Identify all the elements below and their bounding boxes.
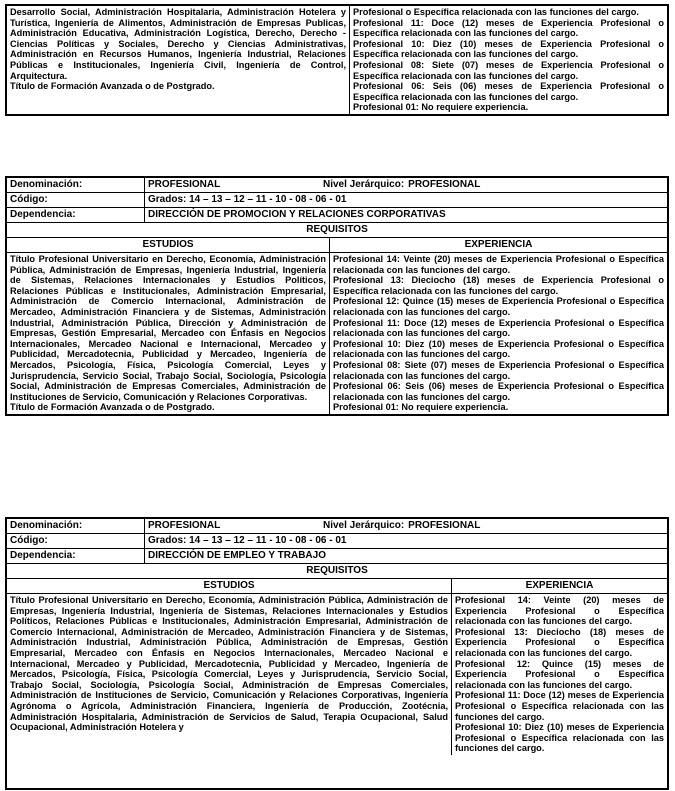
experiencia-line: Profesional 01: No requiere experiencia. xyxy=(333,402,509,413)
denominacion-text: PROFESIONAL xyxy=(148,520,221,531)
job-table-promocion xyxy=(5,176,669,416)
top-exp-line: Profesional 10: Diez (10) meses de Experiencia Profesional o Específica relacionada con las funciones del cargo. xyxy=(353,38,664,60)
experiencia-line: Profesional 06: Seis (06) meses de Experiencia Profesional o Específica relacionada con las funciones del cargo. xyxy=(333,381,664,402)
denominacion-row xyxy=(7,519,667,534)
experiencia-line: Profesional 14: Veinte (20) meses de Experiencia Profesional o Específica relacionada con las funciones del cargo. xyxy=(333,254,664,275)
nivel-label: Nivel Jerárquico: xyxy=(323,520,405,531)
experiencia-cell xyxy=(452,594,667,755)
top-estudios-text: Desarrollo Social, Administración Hospitalaria, Administración Hotelera y Turística, Ingeniería de Alimentos, Administración de Empresas Publicas, Administración Educativa, Administración Logística, Derecho, Derecho - Ciencias Políticas y Sociales, Derecho y Ciencias Administrativas, Administración en Recursos Humanos, Ingeniería Industrial, Relaciones Públicas e Institucionales, Ingeniería Civil, Ingeniería de Control, Arquitectura. xyxy=(10,7,346,81)
content-row xyxy=(7,594,667,755)
experiencia-line: Profesional 12: Quince (15) meses de Experiencia Profesional o Específica relacionada con las funciones del cargo. xyxy=(333,296,664,317)
experiencia-line: Profesional 14: Veinte (20) meses de Experiencia Profesional o Específica relacionada con las funciones del cargo. xyxy=(455,595,664,627)
experiencia-line: Profesional 11: Doce (12) meses de Experiencia Profesional o Específica relacionada con las funciones del cargo. xyxy=(333,317,664,339)
denominacion-value xyxy=(145,178,667,192)
estudios-cell xyxy=(7,594,452,755)
postgrado-text: Título de Formación Avanzada o de Postgrado. xyxy=(10,402,215,413)
requisitos-header: REQUISITOS xyxy=(306,565,368,576)
columns-header-row xyxy=(7,579,667,594)
dependencia-value: DIRECCIÓN DE EMPLEO Y TRABAJO xyxy=(148,550,326,561)
requisitos-header: REQUISITOS xyxy=(306,224,368,235)
experiencia-line: Profesional 08: Siete (07) meses de Experiencia Profesional o Específica relacionada con las funciones del cargo. xyxy=(333,359,664,381)
nivel-value: PROFESIONAL xyxy=(408,179,481,190)
codigo-label: Código: xyxy=(7,534,145,548)
dependencia-label: Dependencia: xyxy=(7,549,145,563)
top-estudios-cell xyxy=(7,6,350,114)
nivel-label: Nivel Jerárquico: xyxy=(323,179,405,190)
top-experiencia-cell xyxy=(350,6,667,114)
content-row xyxy=(7,253,667,414)
dependencia-row xyxy=(7,208,667,223)
codigo-value: Grados: 14 – 13 – 12 – 11 - 10 - 08 - 06 - 01 xyxy=(148,535,347,546)
top-exp-line: Profesional o Específica relacionada con las funciones del cargo. xyxy=(353,7,639,17)
dependencia-value: DIRECCIÓN DE PROMOCION Y RELACIONES CORPORATIVAS xyxy=(148,209,446,220)
experiencia-line: Profesional 12: Quince (15) meses de Experiencia Profesional o Específica relacionada con las funciones del cargo. xyxy=(455,658,664,690)
denominacion-label: Denominación: xyxy=(7,519,145,533)
top-exp-line: Profesional 01: No requiere experiencia. xyxy=(353,102,529,113)
dependencia-row xyxy=(7,549,667,564)
experiencia-header: EXPERIENCIA xyxy=(525,580,594,591)
experiencia-header: EXPERIENCIA xyxy=(464,239,533,250)
codigo-row xyxy=(7,534,667,549)
top-exp-line: Profesional 08: Siete (07) meses de Experiencia Profesional o Específica relacionada con las funciones del cargo. xyxy=(353,59,664,81)
nivel-value: PROFESIONAL xyxy=(408,520,481,531)
codigo-label: Código: xyxy=(7,193,145,207)
experiencia-cell xyxy=(330,253,667,414)
estudios-cell xyxy=(7,253,330,414)
estudios-header: ESTUDIOS xyxy=(7,579,452,593)
denominacion-text: PROFESIONAL xyxy=(148,179,221,190)
requisitos-row xyxy=(7,564,667,579)
codigo-value: Grados: 14 – 13 – 12 – 11 - 10 - 08 - 06 - 01 xyxy=(148,194,347,205)
top-row xyxy=(7,6,667,114)
columns-header-row xyxy=(7,238,667,253)
experiencia-line: Profesional 10: Diez (10) meses de Experiencia Profesional o Específica relacionada con las funciones del cargo. xyxy=(455,722,664,754)
estudios-text: Título Profesional Universitario en Derecho, Economía, Administración Pública, Administración de Empresas, Ingeniería Industrial, Ingeniería de Sistemas, Relaciones Internacionales y Estudios Políticos, Relaciones Públicas e Institucionales, Administración Empresarial, Administración de Comercio Internacional, Administración de Mercadeo, Administración Financiera y de Sistemas, Administración Industrial, Administración Pública, Dirección y Administración de Empresas, Gestión Empresarial, Mercadeo con Énfasis en Negocios Internacionales, Mercadeo Nacional e Internacional, Mercadeo y Publicidad, Mercadotecnia, Publicidad y Mercadeo, Ingeniería de Mercados, Psicología, Física, Psicología Comercial, Leyes y Jurisprudencia, Servicio Social, Trabajo Social, Sociología, Psicología Social, Administración de Empresas Comerciales, Administración de Instituciones de Servicio, Comunicación y Relaciones Corporativas. xyxy=(10,254,326,402)
experiencia-line: Profesional 13: Dieciocho (18) meses de Experiencia Profesional o Específica relacionada con las funciones del cargo. xyxy=(455,626,664,658)
job-table-empleo xyxy=(5,517,669,790)
experiencia-line: Profesional 11: Doce (12) meses de Experiencia Profesional o Específica relacionada con las funciones del cargo. xyxy=(455,690,664,722)
denominacion-label: Denominación: xyxy=(7,178,145,192)
top-requirements-table xyxy=(5,4,669,116)
denominacion-value xyxy=(145,519,667,533)
estudios-header: ESTUDIOS xyxy=(7,238,330,252)
experiencia-line: Profesional 13: Dieciocho (18) meses de Experiencia Profesional o Específica relacionada con las funciones del cargo. xyxy=(333,275,664,296)
estudios-text: Título Profesional Universitario en Derecho, Economía, Administración Pública, Administración de Empresas, Ingeniería Industrial, Ingeniería de Sistemas, Relaciones Internacionales y Estudios Políticos, Relaciones Públicas e Institucionales, Administración Empresarial, Administración de Comercio Internacional, Administración de Mercadeo, Administración Financiera y de Sistemas, Administración Industrial, Administración Pública, Administración de Empresas, Gestión Empresarial, Mercadeo con Énfasis en Negocios Internacionales, Mercadeo Nacional e Internacional, Mercadeo y Publicidad, Mercadotecnia, Publicidad y Mercadeo, Ingeniería de Mercados, Psicología, Física, Psicología Comercial, Leyes y Jurisprudencia, Servicio Social, Trabajo Social, Sociología, Psicología Social, Administración de Empresas Comerciales, Administración de Instituciones de Servicio, Comunicación y Relaciones Corporativas, Ingeniería Agrónoma o Agrícola, Administración Financiera, Ingeniería de Producción, Zootécnia, Administración Hospitalaria, Administración de Servicios de Salud, Terapia Ocupacional, Salud Ocupacional, Administración Hotelera y xyxy=(10,595,448,733)
top-exp-line: Profesional 11: Doce (12) meses de Experiencia Profesional o Específica relacionada con las funciones del cargo. xyxy=(353,17,664,39)
top-postgrado: Título de Formación Avanzada o de Postgrado. xyxy=(10,81,215,92)
codigo-row xyxy=(7,193,667,208)
experiencia-line: Profesional 10: Diez (10) meses de Experiencia Profesional o Específica relacionada con las funciones del cargo. xyxy=(333,338,664,360)
dependencia-label: Dependencia: xyxy=(7,208,145,222)
requisitos-row xyxy=(7,223,667,238)
denominacion-row xyxy=(7,178,667,193)
top-exp-line: Profesional 06: Seis (06) meses de Experiencia Profesional o Específica relacionada con las funciones del cargo. xyxy=(353,81,664,102)
